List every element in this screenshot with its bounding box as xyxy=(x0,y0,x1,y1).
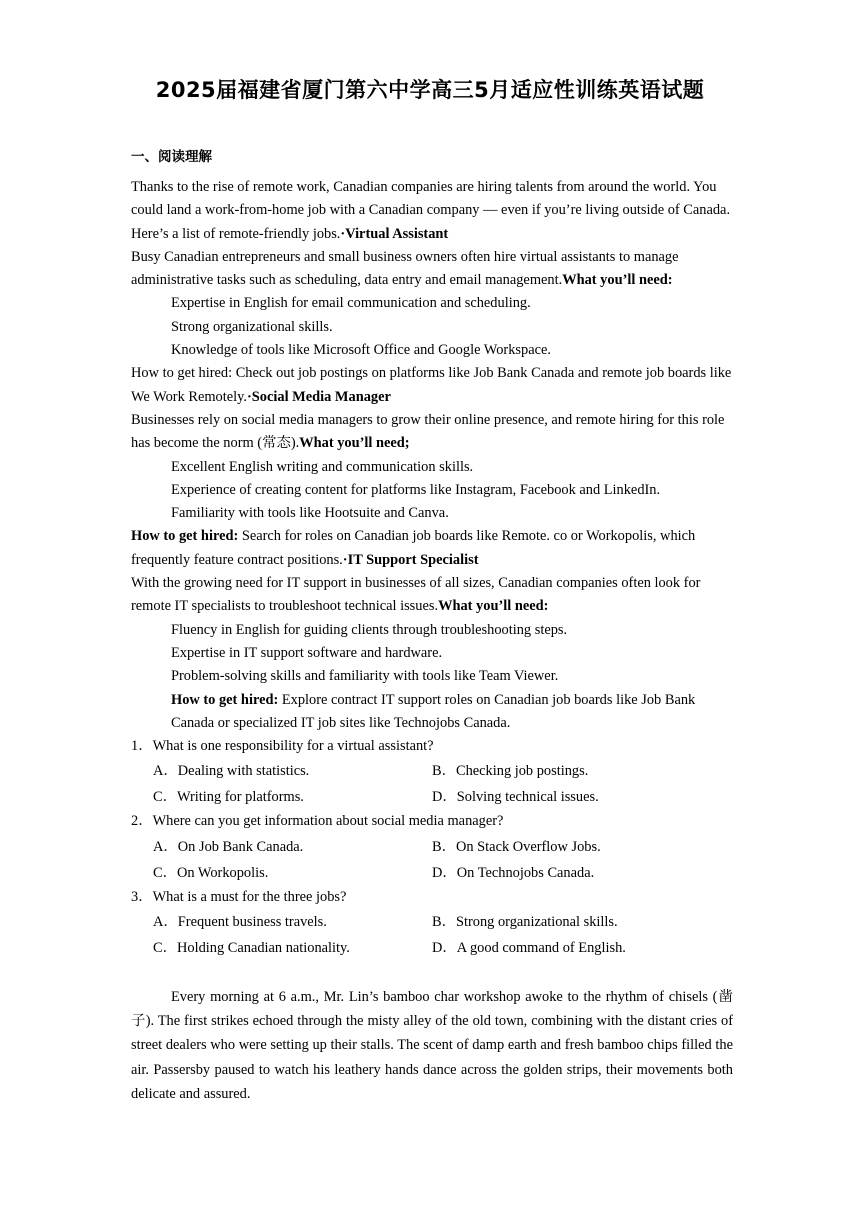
passage-intro: Thanks to the rise of remote work, Canadian companies are hiring talents from around the world. You could land a work-from-home job with a Canadian company — even if you’re living outside of Canada. Here’s a list of remote-friendly jobs.·Virtual Assistant xyxy=(131,179,731,242)
question-stem: 2．Where can you get information about social media manager? xyxy=(131,813,504,830)
job-heading: ·Virtual Assistant xyxy=(340,225,449,242)
option-row xyxy=(131,909,733,935)
option-row xyxy=(131,784,733,810)
need-item: Expertise in IT support software and hardware. xyxy=(171,644,443,661)
how-to-get-hired: How to get hired: Search for roles on Canadian job boards like Remote. co or Workopolis, which frequently feature contract positions.·IT Support Specialist xyxy=(131,528,696,568)
need-label: What you’ll need: xyxy=(562,272,673,289)
need-item: Knowledge of tools like Microsoft Office and Google Workspace. xyxy=(171,342,551,359)
need-item: Excellent English writing and communication skills. xyxy=(171,458,474,475)
need-item: Strong organizational skills. xyxy=(171,318,333,335)
how-to-get-hired: How to get hired: Explore contract IT support roles on Canadian job boards like Job Bank Canada or specialized IT job sites like Technojobs Canada. xyxy=(171,691,696,731)
option-row xyxy=(131,834,733,860)
option: C．On Workopolis. xyxy=(153,864,269,881)
need-item: Fluency in English for guiding clients through troubleshooting steps. xyxy=(171,621,568,638)
job-desc: Busy Canadian entrepreneurs and small business owners often hire virtual assistants to manage administrative tasks such as scheduling, data entry and email management.What you’ll need: xyxy=(131,248,679,289)
option: A．Dealing with statistics. xyxy=(153,763,310,780)
option-row xyxy=(131,935,733,961)
job-heading: ·Social Media Manager xyxy=(246,388,391,405)
need-item: Experience of creating content for platforms like Instagram, Facebook and LinkedIn. xyxy=(171,481,661,498)
need-item: Expertise in English for email communication and scheduling. xyxy=(171,295,531,312)
option: D．Solving technical issues. xyxy=(432,789,599,806)
need-item: Familiarity with tools like Hootsuite and Canva. xyxy=(171,505,449,522)
option: C．Writing for platforms. xyxy=(153,789,304,806)
option: B．Strong organizational skills. xyxy=(432,914,618,931)
option: B．Checking job postings. xyxy=(432,763,589,780)
how-label: How to get hired: xyxy=(131,528,239,545)
job-desc: Businesses rely on social media managers to grow their online presence, and remote hiring for this role has become the norm (常态).What you’ll need; xyxy=(131,411,725,452)
option-row xyxy=(131,758,733,784)
page-title: 2025届福建省厦门第六中学高三5月适应性训练英语试题 xyxy=(155,78,705,102)
option: B．On Stack Overflow Jobs. xyxy=(432,838,601,855)
need-label: What you’ll need; xyxy=(299,435,410,452)
option: C．Holding Canadian nationality. xyxy=(153,940,350,957)
job-desc: With the growing need for IT support in businesses of all sizes, Canadian companies often look for remote IT specialists to troubleshoot technical issues.What you’ll need: xyxy=(131,575,701,615)
need-label: What you’ll need: xyxy=(438,598,549,615)
how-to-get-hired: How to get hired: Check out job postings on platforms like Job Bank Canada and remote job boards like We Work Remotely.·Social Media Manager xyxy=(131,365,732,405)
option: A．On Job Bank Canada. xyxy=(153,838,304,855)
question-stem: 1．What is one responsibility for a virtual assistant? xyxy=(131,738,434,755)
option: D．A good command of English. xyxy=(432,940,626,957)
how-label: How to get hired: xyxy=(171,691,279,708)
need-item: Problem-solving skills and familiarity with tools like Team Viewer. xyxy=(171,668,559,685)
option-row xyxy=(131,860,733,886)
spacer xyxy=(131,961,733,985)
job-heading: ·IT Support Specialist xyxy=(342,551,479,568)
option: D．On Technojobs Canada. xyxy=(432,864,595,881)
option: A．Frequent business travels. xyxy=(153,914,327,931)
story-passage: Every morning at 6 a.m., Mr. Lin’s bamboo char workshop awoke to the rhythm of chisels (凿子). The first strikes echoed through the misty alley of the old town, combining with the distant cries of street dealers who were setting up their stalls. The scent of damp earth and fresh bamboo chips filled the air. Passersby paused to watch his leathery hands dance across the golden strips, their movements both delicate and assured. xyxy=(131,989,733,1102)
question-stem: 3．What is a must for the three jobs? xyxy=(131,888,347,905)
passage-body xyxy=(131,176,733,1106)
section-heading: 一、阅读理解 xyxy=(131,149,212,165)
